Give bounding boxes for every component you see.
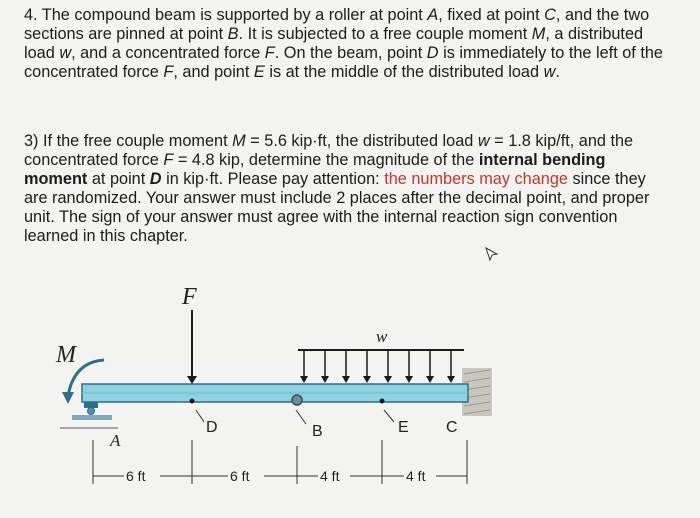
var-D: D <box>149 170 162 188</box>
text: , a distributed load <box>24 25 644 62</box>
var-w: w <box>477 132 490 150</box>
dimension-DB: 6 ft <box>230 468 250 484</box>
point-E-label: E <box>398 419 409 436</box>
var-M: M <box>232 132 246 150</box>
moment-arrowhead-icon <box>62 392 74 404</box>
emphasis-text: internal bending moment <box>24 151 606 188</box>
point-C-label: C <box>446 419 458 436</box>
text: . On the beam, point <box>274 44 427 62</box>
text: since they are randomized. Your answer must include 2 places after the decimal point, and proper unit. The sign of your answer must agree with the internal reaction sign convention learned in this chapter. <box>24 170 650 245</box>
text: is immediately to the left of the concentrated force <box>24 44 663 81</box>
distributed-load <box>298 350 464 383</box>
point-D-label: D <box>206 419 218 436</box>
text: = 4.8 kip, determine the magnitude of the <box>173 151 479 169</box>
text: = 5.6 kip·ft, the distributed load <box>245 132 478 150</box>
question-text <box>24 132 664 246</box>
var-F: F <box>163 151 174 169</box>
point-B-label: B <box>312 423 323 440</box>
text: , fixed at point <box>438 6 545 24</box>
force-label: F <box>182 284 197 310</box>
text: , and the two sections are pinned at point <box>24 6 650 43</box>
dimension-AD: 6 ft <box>126 468 146 484</box>
text: . It is subjected to a free couple moment <box>238 25 532 43</box>
var-F: F <box>163 63 174 81</box>
var-B: B <box>227 25 239 43</box>
pin-B-icon <box>292 395 302 405</box>
text: , and a concentrated force <box>71 44 265 62</box>
leader-B <box>296 410 306 424</box>
var-M: M <box>531 25 546 43</box>
var-E: E <box>253 63 265 81</box>
var-w: w <box>59 44 72 62</box>
var-C: C <box>544 6 556 24</box>
problem-statement <box>24 6 664 82</box>
point-A-label: A <box>110 431 121 450</box>
text: = 1.8 kip/ft, and the concentrated force <box>24 132 634 169</box>
warning-text: the numbers may change <box>384 170 568 188</box>
text: in kip·ft. Please pay attention: <box>161 170 385 188</box>
mouse-cursor-icon <box>484 246 500 262</box>
dimension-EC: 4 ft <box>406 468 426 484</box>
text: , and point <box>173 63 254 81</box>
point-E-marker <box>380 399 385 404</box>
var-A: A <box>427 6 439 24</box>
var-F: F <box>264 44 275 62</box>
beam-diagram <box>0 270 700 518</box>
distributed-load-label: w <box>376 327 388 346</box>
var-w: w <box>543 63 556 81</box>
text: 3) If the free couple moment <box>24 132 233 150</box>
leader-D <box>196 410 204 422</box>
leader-E <box>384 410 394 422</box>
text: at point <box>87 170 150 188</box>
point-D-marker <box>190 399 195 404</box>
text: 4. The compound beam is supported by a roller at point <box>24 6 428 24</box>
roller-support <box>60 402 118 428</box>
var-D: D <box>426 44 439 62</box>
force-arrowhead-icon <box>187 376 197 384</box>
text: is at the middle of the distributed load <box>264 63 544 81</box>
dimension-BE: 4 ft <box>320 468 340 484</box>
moment-label: M <box>56 342 76 368</box>
text: . <box>555 63 560 81</box>
